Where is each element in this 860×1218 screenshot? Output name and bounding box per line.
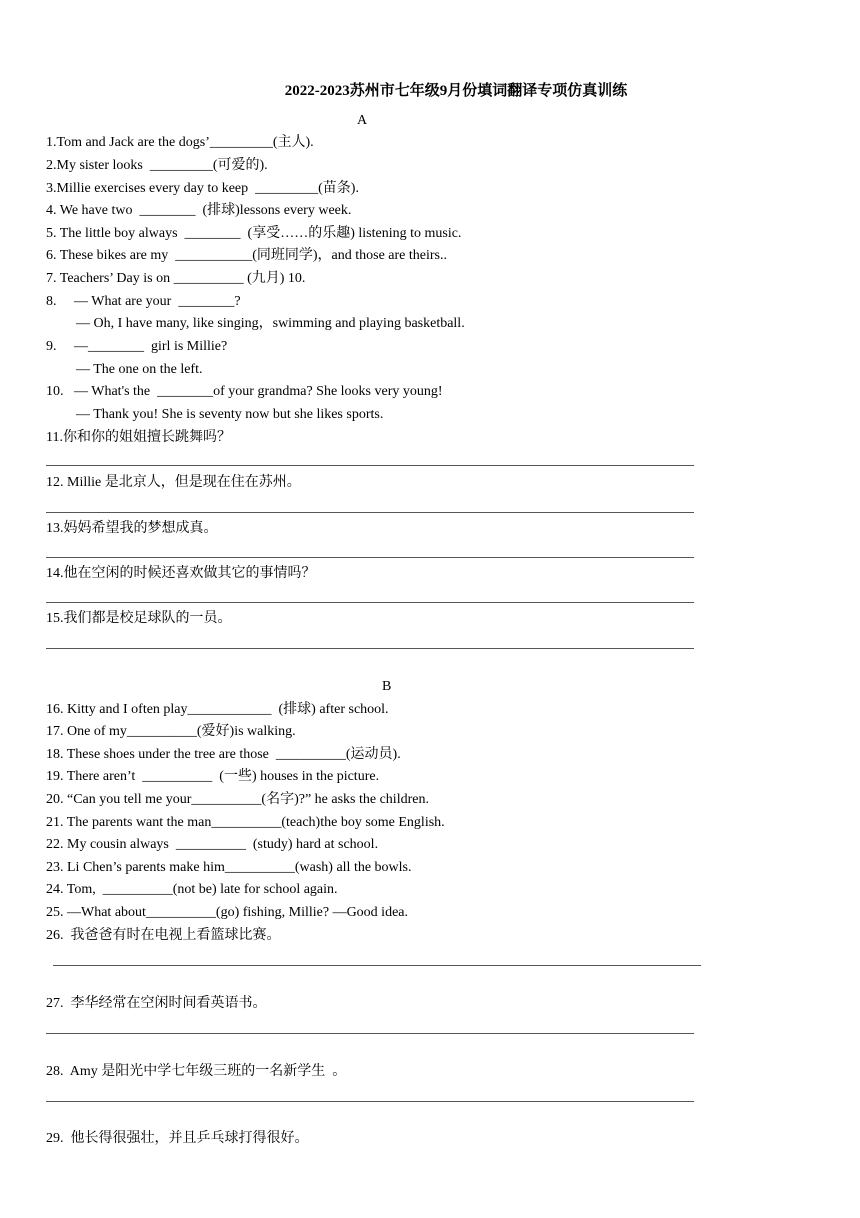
question-6: 6. These bikes are my ___________(同班同学)，and those are theirs.. bbox=[46, 248, 447, 263]
answer-line-27[interactable] bbox=[46, 1033, 694, 1034]
page-title: 2022-2023苏州市七年级9月份填词翻译专项仿真训练 bbox=[284, 83, 628, 99]
question-1: 1.Tom and Jack are the dogs’_________(主人). bbox=[46, 135, 314, 150]
question-10: 10. — What's the ________of your grandma? She looks very young! bbox=[46, 384, 443, 399]
question-25: 25. —What about__________(go) fishing, Millie? —Good idea. bbox=[46, 905, 408, 920]
question-19: 19. There aren’t __________ (一些) houses in the picture. bbox=[46, 769, 380, 784]
question-8: 8. — What are your ________? bbox=[46, 294, 241, 309]
question-24: 24. Tom, __________(not be) late for school again. bbox=[46, 882, 338, 897]
question-29: 29. 他长得很强壮，并且乒乓球打得很好。 bbox=[46, 1131, 309, 1146]
question-22: 22. My cousin always __________ (study) hard at school. bbox=[46, 837, 379, 852]
answer-line-12[interactable] bbox=[46, 512, 694, 513]
question-11: 11.你和你的姐姐擅长跳舞吗？ bbox=[46, 430, 231, 445]
question-20: 20. “Can you tell me your__________(名字)?” he asks the children. bbox=[46, 792, 429, 807]
question-23: 23. Li Chen’s parents make him__________(wash) all the bowls. bbox=[46, 860, 412, 875]
question-12: 12. Millie 是北京人，但是现在住在苏州。 bbox=[46, 475, 301, 490]
question-26: 26. 我爸爸有时在电视上看篮球比赛。 bbox=[46, 928, 281, 943]
question-7: 7. Teachers’ Day is on __________ (九月) 10. bbox=[46, 271, 306, 286]
answer-line-15[interactable] bbox=[46, 648, 694, 649]
question-13: 13.妈妈希望我的梦想成真。 bbox=[46, 521, 218, 536]
question-17: 17. One of my__________(爱好)is walking. bbox=[46, 724, 296, 739]
answer-line-13[interactable] bbox=[46, 557, 694, 558]
question-9: 9. —________ girl is Millie? bbox=[46, 339, 228, 354]
question-8-answer: — Oh, I have many, like singing，swimming and playing basketball. bbox=[76, 316, 465, 331]
question-28: 28. Amy 是阳光中学七年级三班的一名新学生 。 bbox=[46, 1064, 347, 1079]
section-b-heading: B bbox=[382, 679, 392, 694]
answer-line-11[interactable] bbox=[46, 465, 694, 466]
question-3: 3.Millie exercises every day to keep _________(苗条). bbox=[46, 181, 359, 196]
question-4: 4. We have two ________ (排球)lessons every week. bbox=[46, 203, 352, 218]
question-9-answer: — The one on the left. bbox=[76, 362, 203, 377]
question-16: 16. Kitty and I often play____________ (排球) after school. bbox=[46, 702, 389, 717]
question-15: 15.我们都是校足球队的一员。 bbox=[46, 611, 232, 626]
question-18: 18. These shoes under the tree are those __________(运动员). bbox=[46, 747, 401, 762]
answer-line-28[interactable] bbox=[46, 1101, 694, 1102]
question-10-answer: — Thank you! She is seventy now but she likes sports. bbox=[76, 407, 384, 422]
question-2: 2.My sister looks _________(可爱的). bbox=[46, 158, 268, 173]
question-27: 27. 李华经常在空闲时间看英语书。 bbox=[46, 996, 267, 1011]
answer-line-26[interactable] bbox=[53, 965, 701, 966]
question-21: 21. The parents want the man__________(teach)the boy some English. bbox=[46, 815, 445, 830]
question-14: 14.他在空闲的时候还喜欢做其它的事情吗？ bbox=[46, 566, 316, 581]
section-a-heading: A bbox=[357, 113, 368, 128]
question-5: 5. The little boy always ________ (享受……的乐趣) listening to music. bbox=[46, 226, 462, 241]
answer-line-14[interactable] bbox=[46, 602, 694, 603]
